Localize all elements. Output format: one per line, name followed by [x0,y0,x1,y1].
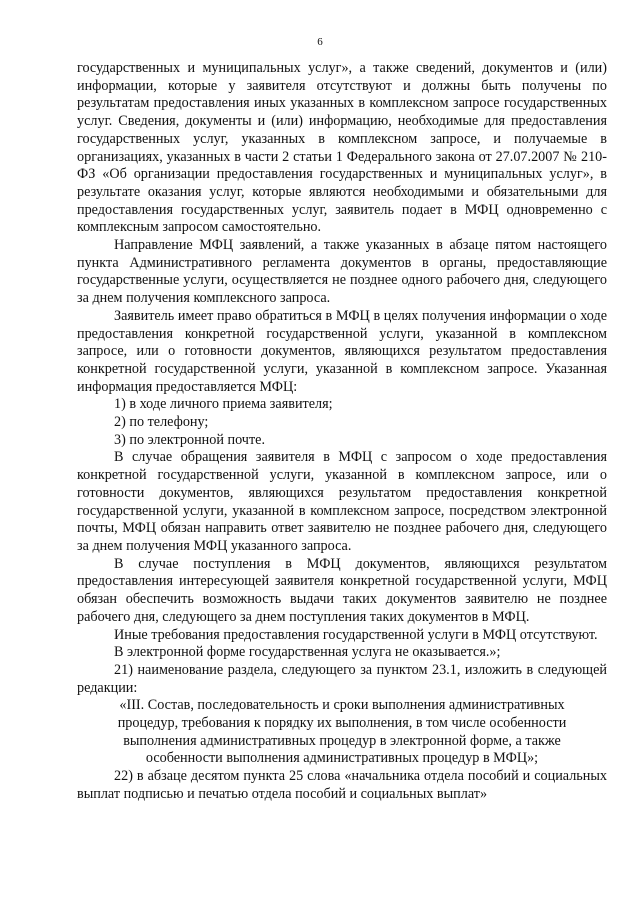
document-body [77,60,607,804]
paragraph: Направление МФЦ заявлений, а также указанных в абзаце пятом настоящего пункта Административного регламента документов в органы, предоставляющие государственные услуги, осуществляется не позднее одного рабочего дня, следующего за днем получения комплексного запроса. [77,237,607,307]
paragraph: Заявитель имеет право обратиться в МФЦ в целях получения информации о ходе предоставления конкретной государственной услуги, указанной в комплексном запросе, или о готовности документов, являющихся результатом предоставления конкретной государственной услуги, указанной в комплексном запросе. Указанная информация предоставляется МФЦ: [77,307,607,395]
page-number: 6 [317,36,323,48]
paragraph: Иные требования предоставления государственной услуги в МФЦ отсутствуют. [114,626,598,643]
section-title: «III. Состав, последовательность и сроки выполнения административных процедур, требования к порядку их выполнения, в том числе особенности выполнения административных процедур в электронной форме, а также особенности выполнения административных процедур в МФЦ»; [117,697,567,767]
paragraph: В электронной форме государственная услуга не оказывается.»; [114,644,501,661]
paragraph: государственных и муниципальных услуг», а также сведений, документов и (или) информации, которые у заявителя отсутствуют и должны быть получены по результатам предоставления иных указанных в комплексном запросе государственных услуг. Сведения, документы и (или) информацию, необходимые для предоставления государственных услуг, указанных в комплексном запросе, и получаемые в организациях, указанных в части 2 статьи 1 Федерального закона от 27.07.2007 № 210-ФЗ «Об организации предоставления государственных и муниципальных услуг», в результате оказания услуг, которые являются необходимыми и обязательными для предоставления государственных услуг, заявитель подает в МФЦ одновременно с комплексным запросом самостоятельно. [77,60,607,236]
list-item: 1) в ходе личного приема заявителя; [114,396,333,413]
paragraph: 22) в абзаце десятом пункта 25 слова «начальника отдела пособий и социальных выплат подписью и печатью отдела пособий и социальных выплат» [77,768,607,802]
list-item: 3) по электронной почте. [114,431,265,448]
paragraph: В случае обращения заявителя в МФЦ с запросом о ходе предоставления конкретной государственной услуги, указанной в комплексном запросе, или о готовности документов, являющихся результатом предоставления конкретной государственной услуги, указанной в комплексном запросе, посредством электронной почты, МФЦ обязан направить ответ заявителю не позднее рабочего дня, следующего за днем получения МФЦ указанного запроса. [77,449,607,554]
list-item: 2) по телефону; [114,414,209,431]
paragraph: В случае поступления в МФЦ документов, являющихся результатом предоставления интересующей заявителя конкретной государственной услуги, МФЦ обязан обеспечить возможность выдачи таких документов заявителю не позднее рабочего дня, следующего за днем поступления таких документов в МФЦ. [77,555,607,625]
paragraph: 21) наименование раздела, следующего за пунктом 23.1, изложить в следующей редакции: [77,661,607,696]
